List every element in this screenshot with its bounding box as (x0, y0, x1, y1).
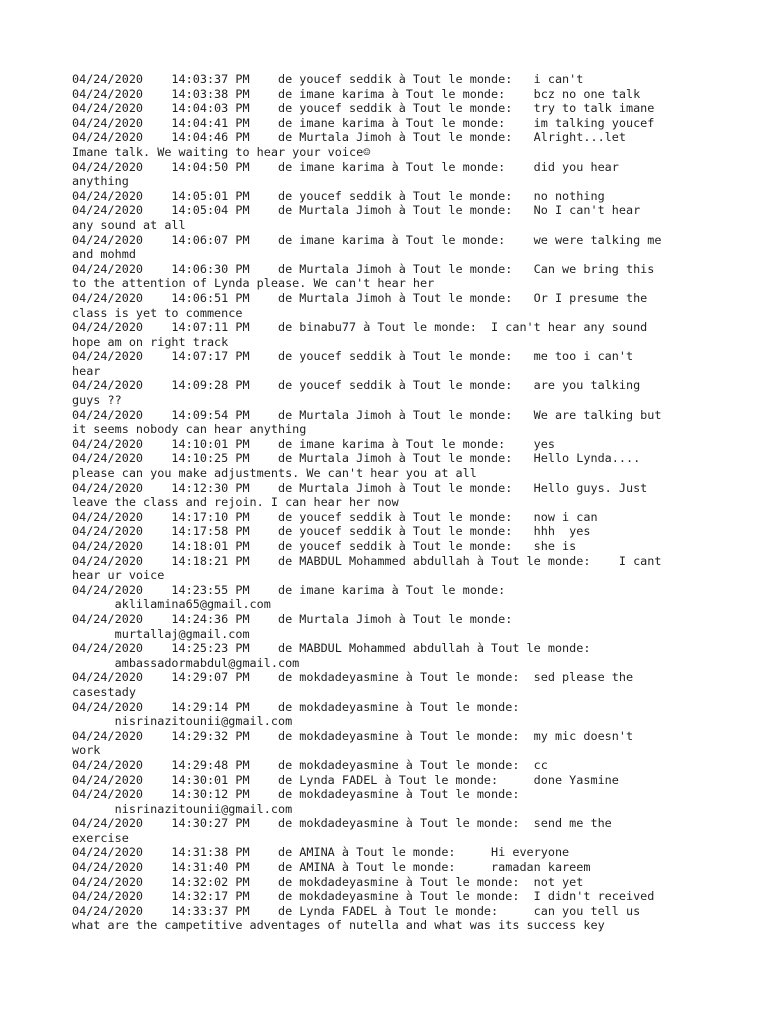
chat-log-line: 04/24/2020 14:33:37 PM de Lynda FADEL à Tout le monde: can you tell us (72, 903, 641, 918)
chat-log-line: murtallaj@gmail.com (72, 626, 250, 641)
chat-log-line: work (72, 743, 101, 758)
chat-log-line: 04/24/2020 14:32:17 PM de mokdadeyasmine à Tout le monde: I didn't received (72, 889, 655, 904)
chat-log-line: 04/24/2020 14:29:14 PM de mokdadeyasmine à Tout le monde: (72, 699, 520, 714)
chat-log-line: 04/24/2020 14:29:07 PM de mokdadeyasmine à Tout le monde: sed please the (72, 670, 634, 685)
chat-log-line: hear (72, 363, 101, 378)
chat-log-line: 04/24/2020 14:03:37 PM de youcef seddik à Tout le monde: i can't (72, 72, 584, 86)
chat-log-line: guys ?? (72, 393, 122, 408)
chat-log-line: 04/24/2020 14:18:01 PM de youcef seddik à Tout le monde: she is (72, 539, 577, 553)
chat-log-line: 04/24/2020 14:07:17 PM de youcef seddik à Tout le monde: me too i can't (72, 349, 634, 364)
chat-log-line: aklilamina65@gmail.com (72, 597, 271, 612)
chat-log-line: 04/24/2020 14:12:30 PM de Murtala Jimoh à Tout le monde: Hello guys. Just (72, 480, 648, 495)
chat-log-line: 04/24/2020 14:17:10 PM de youcef seddik à Tout le monde: now i can (72, 509, 598, 524)
chat-log-line: class is yet to commence (72, 305, 243, 320)
chat-log-line: 04/24/2020 14:30:01 PM de Lynda FADEL à Tout le monde: done Yasmine (72, 772, 619, 787)
chat-log-line: exercise (72, 830, 129, 845)
chat-log-line: 04/24/2020 14:04:50 PM de imane karima à Tout le monde: did you hear (72, 159, 619, 174)
chat-log-line: 04/24/2020 14:10:25 PM de Murtala Jimoh à Tout le monde: Hello Lynda.... (72, 451, 641, 466)
chat-log-line: 04/24/2020 14:25:23 PM de MABDUL Mohammed abdullah à Tout le monde: (72, 641, 591, 656)
chat-log-line: 04/24/2020 14:17:58 PM de youcef seddik à Tout le monde: hhh yes (72, 524, 591, 539)
chat-log-line: 04/24/2020 14:09:28 PM de youcef seddik à Tout le monde: are you talking (72, 378, 641, 393)
chat-log-line: 04/24/2020 14:31:40 PM de AMINA à Tout le monde: ramadan kareem (72, 860, 591, 875)
chat-log-line: ambassadormabdul@gmail.com (72, 655, 300, 670)
chat-log-line: 04/24/2020 14:06:51 PM de Murtala Jimoh à Tout le monde: Or I presume the (72, 290, 648, 305)
chat-log-line: hear ur voice (72, 568, 165, 583)
chat-log-line: 04/24/2020 14:24:36 PM de Murtala Jimoh à Tout le monde: (72, 611, 513, 626)
chat-log-line: 04/24/2020 14:29:32 PM de mokdadeyasmine à Tout le monde: my mic doesn't (72, 728, 634, 743)
chat-log-line: 04/24/2020 14:07:11 PM de binabu77 à Tout le monde: I can't hear any sound (72, 320, 648, 335)
chat-log-line: nisrinazitounii@gmail.com (72, 801, 293, 816)
chat-log-line: 04/24/2020 14:06:07 PM de imane karima à Tout le monde: we were talking me (72, 232, 662, 247)
chat-log-line: casestady (72, 684, 136, 699)
chat-log-line: it seems nobody can hear anything (72, 422, 307, 437)
chat-log-line: Imane talk. We waiting to hear your voice☺ (72, 144, 371, 159)
chat-log-line: 04/24/2020 14:04:41 PM de imane karima à Tout le monde: im talking youcef (72, 115, 655, 130)
chat-log-line: nisrinazitounii@gmail.com (72, 714, 293, 729)
chat-log-line: 04/24/2020 14:29:48 PM de mokdadeyasmine à Tout le monde: cc (72, 757, 548, 772)
chat-log-line: 04/24/2020 14:31:38 PM de AMINA à Tout le monde: Hi everyone (72, 845, 570, 860)
chat-log-line: please can you make adjustments. We can't hear you at all (72, 466, 477, 481)
chat-log-line: 04/24/2020 14:04:46 PM de Murtala Jimoh à Tout le monde: Alright...let (72, 130, 626, 145)
chat-log-line: hope am on right track (72, 334, 229, 349)
chat-log-line: 04/24/2020 14:23:55 PM de imane karima à Tout le monde: (72, 582, 506, 597)
chat-log-line: 04/24/2020 14:09:54 PM de Murtala Jimoh à Tout le monde: We are talking but (72, 407, 662, 422)
chat-log-line: 04/24/2020 14:03:38 PM de imane karima à Tout le monde: bcz no one talk (72, 86, 641, 101)
chat-log-line: 04/24/2020 14:05:04 PM de Murtala Jimoh à Tout le monde: No I can't hear (72, 203, 641, 218)
chat-log-line: 04/24/2020 14:30:12 PM de mokdadeyasmine à Tout le monde: (72, 787, 520, 802)
chat-log-line: 04/24/2020 14:06:30 PM de Murtala Jimoh à Tout le monde: Can we bring this (72, 261, 655, 276)
chat-log-line: and mohmd (72, 247, 136, 262)
chat-log-line: leave the class and rejoin. I can hear her now (72, 495, 399, 510)
chat-log-line: 04/24/2020 14:30:27 PM de mokdadeyasmine à Tout le monde: send me the (72, 816, 612, 831)
chat-log-line: to the attention of Lynda please. We can't hear her (72, 276, 435, 291)
chat-log-line: 04/24/2020 14:10:01 PM de imane karima à Tout le monde: yes (72, 436, 555, 451)
chat-log-line: any sound at all (72, 217, 186, 232)
chat-log-line: anything (72, 174, 129, 189)
chat-log-line: 04/24/2020 14:05:01 PM de youcef seddik à Tout le monde: no nothing (72, 188, 605, 203)
chat-log-line: 04/24/2020 14:04:03 PM de youcef seddik à Tout le monde: try to talk imane (72, 101, 655, 116)
chat-log-line: 04/24/2020 14:18:21 PM de MABDUL Mohammed abdullah à Tout le monde: I cant (72, 553, 662, 568)
chat-log-line: what are the campetitive adventages of nutella and what was its success key (72, 918, 605, 933)
chat-log-line: 04/24/2020 14:32:02 PM de mokdadeyasmine à Tout le monde: not yet (72, 874, 584, 889)
chat-log (72, 72, 712, 933)
